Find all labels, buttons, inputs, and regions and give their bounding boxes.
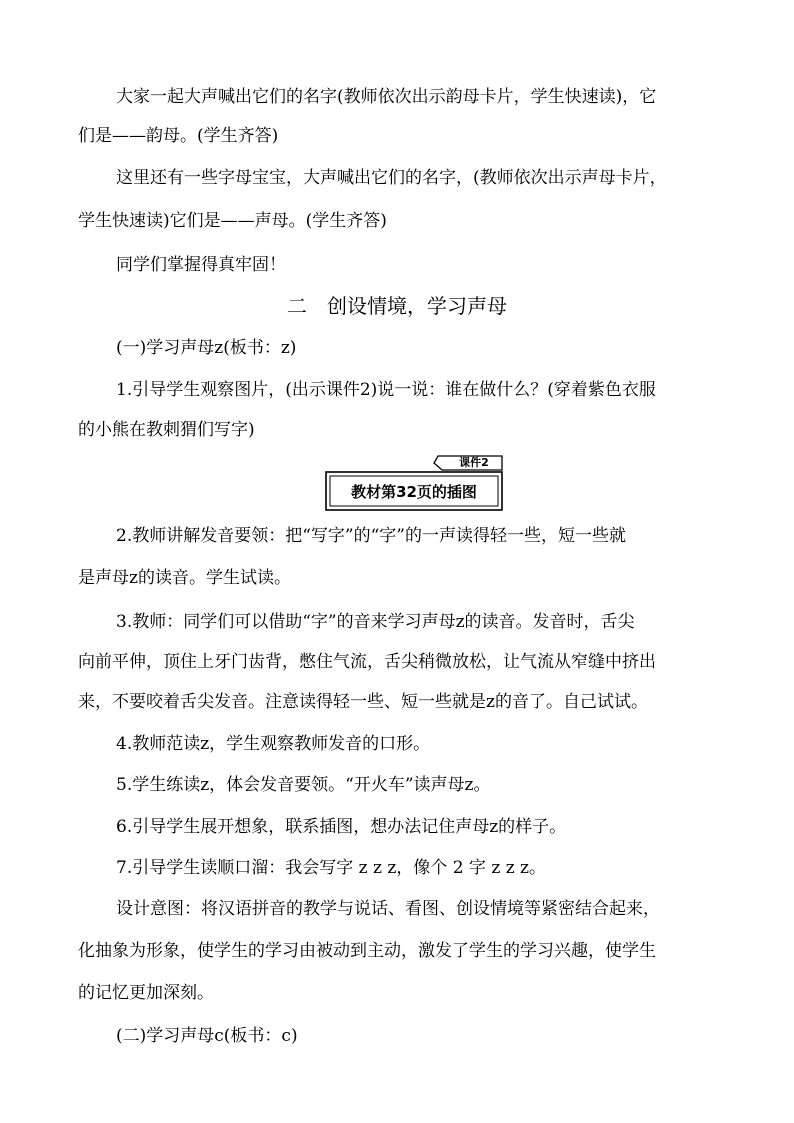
section-heading: 二 创设情境，学习声母 bbox=[287, 294, 507, 318]
design-intent-line: 设计意图：将汉语拼音的教学与说话、看图、创设情境等紧密结合起来， bbox=[116, 899, 660, 919]
step-line: 4.教师范读z，学生观察教师发音的口形。 bbox=[116, 734, 431, 754]
step-line: 5.学生练读z，体会发音要领。“开火车”读声母z。 bbox=[116, 775, 491, 795]
courseware-callout bbox=[324, 455, 504, 511]
step-line: 1.引导学生观察图片，(出示课件2)说一说：谁在做什么？(穿着紫色衣服 bbox=[116, 380, 656, 400]
courseware-tag: 课件2 bbox=[459, 456, 489, 469]
step-line: 7.引导学生读顺口溜：我会写字 z z z，像个 2 字 z z z。 bbox=[116, 858, 547, 878]
step-line: 3.教师：同学们可以借助“字”的音来学习声母z的读音。发音时，舌尖 bbox=[116, 612, 635, 632]
paragraph-line: 学生快速读)它们是——声母。(学生齐答) bbox=[78, 211, 387, 231]
paragraph-line: 们是——韵母。(学生齐答) bbox=[78, 126, 279, 146]
step-line: 的小熊在教刺猬们写字) bbox=[78, 420, 255, 440]
paragraph-line: 大家一起大声喊出它们的名字(教师依次出示韵母卡片，学生快速读)，它 bbox=[116, 87, 657, 107]
courseware-title: 教材第32页的插图 bbox=[351, 483, 477, 501]
design-intent-line: 化抽象为形象，使学生的学习由被动到主动，激发了学生的学习兴趣，使学生 bbox=[78, 941, 656, 961]
step-line: 6.引导学生展开想象，联系插图，想办法记住声母z的样子。 bbox=[116, 817, 567, 837]
step-line: 2.教师讲解发音要领：把“写字”的“字”的一声读得轻一些，短一些就 bbox=[116, 526, 626, 546]
step-line: 来，不要咬着舌尖发音。注意读得轻一些、短一些就是z的音了。自己试试。 bbox=[78, 692, 648, 712]
step-line: 是声母z的读音。学生试读。 bbox=[78, 568, 291, 588]
design-intent-line: 的记忆更加深刻。 bbox=[78, 983, 214, 1003]
paragraph-line: 同学们掌握得真牢固！ bbox=[116, 255, 286, 275]
subsection-title: (一)学习声母z(板书：z) bbox=[116, 338, 297, 358]
paragraph-line: 这里还有一些字母宝宝，大声喊出它们的名字，(教师依次出示声母卡片， bbox=[116, 168, 667, 188]
step-line: 向前平伸，顶住上牙门齿背，憋住气流，舌尖稍微放松，让气流从窄缝中挤出 bbox=[78, 652, 656, 672]
subsection-title: (二)学习声母c(板书：c) bbox=[116, 1026, 298, 1046]
